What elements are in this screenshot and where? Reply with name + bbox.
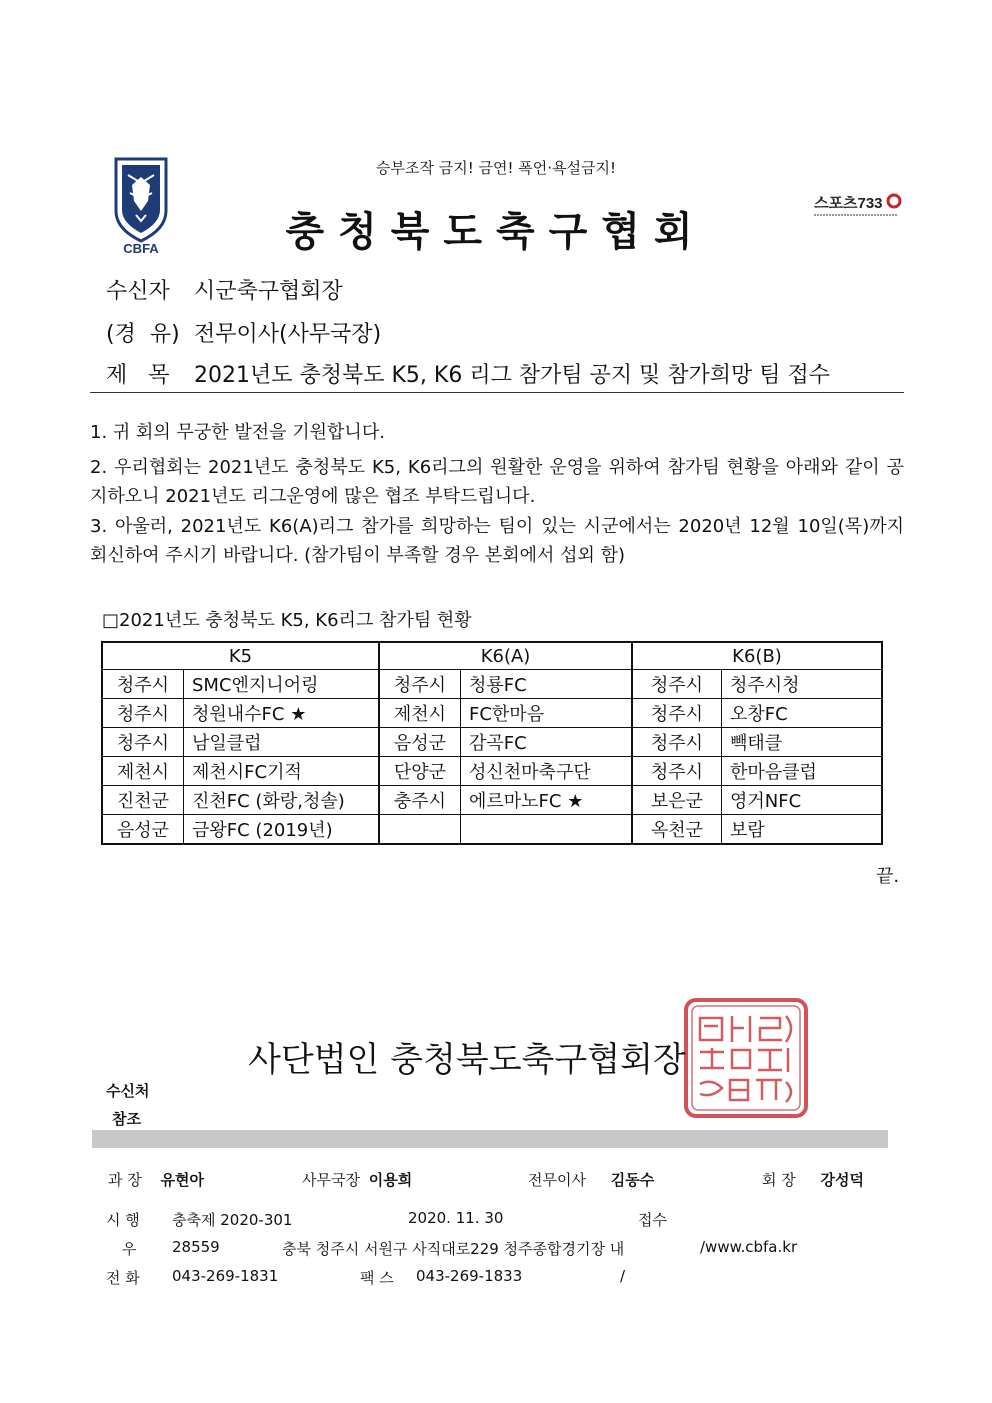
table-cell: 음성군 — [102, 815, 184, 845]
table-cell: 청주시 — [632, 670, 722, 699]
website-link[interactable]: /www.cbfa.kr — [700, 1238, 798, 1256]
table-cell: 남일클럽 — [184, 728, 380, 757]
table-caption: □2021년도 충청북도 K5, K6리그 참가팀 현황 — [102, 610, 472, 631]
table-cell: 오창FC — [722, 699, 883, 728]
seal-stamp-icon — [682, 996, 810, 1120]
team-table — [101, 641, 883, 845]
table-cell: 진천FC (화랑,청솔) — [184, 786, 380, 815]
approval-4 — [762, 1169, 864, 1190]
recipient-value: 시군축구협회장 — [194, 279, 343, 304]
table-cell: 단양군 — [379, 757, 461, 786]
approval-name: 김동수 — [610, 1171, 655, 1189]
via-label: (경 유) — [106, 322, 180, 347]
org-title: 충청북도축구협회 — [285, 209, 707, 255]
via-value: 전무이사(사무국장) — [194, 322, 382, 347]
approval-2 — [302, 1169, 412, 1190]
table-cell: 제천시 — [379, 699, 461, 728]
table-cell: 빽태클 — [722, 728, 883, 757]
via-line — [106, 317, 381, 348]
table-cell: 금왕FC (2019년) — [184, 815, 380, 845]
approval-role: 회 장 — [762, 1171, 796, 1189]
footer-bar — [92, 1130, 888, 1148]
recipient-line — [106, 274, 343, 305]
official-seal — [682, 996, 810, 1120]
sponsor-logo — [812, 190, 902, 222]
table-cell: 영거NFC — [722, 786, 883, 815]
table-cell: 제천시 — [102, 757, 184, 786]
subject-line — [106, 358, 830, 389]
table-cell: 보람 — [722, 815, 883, 845]
end-mark: 끝. — [876, 866, 900, 887]
fax-number: 043-269-1833 — [416, 1267, 523, 1285]
table-cell: 청주시 — [632, 757, 722, 786]
table-cell: 한마음클럽 — [722, 757, 883, 786]
doc-number: 충축제 2020-301 — [172, 1211, 293, 1229]
header-k5: K5 — [102, 642, 379, 670]
phone-label: 전 화 — [106, 1269, 140, 1287]
approval-3 — [528, 1169, 654, 1190]
table-cell: 보은군 — [632, 786, 722, 815]
logo-text: CBFA — [123, 241, 159, 255]
header-divider — [90, 392, 904, 393]
table-cell: 청주시 — [379, 670, 461, 699]
table-cell: 청룡FC — [461, 670, 633, 699]
table-cell: 충주시 — [379, 786, 461, 815]
table-cell: 청주시청 — [722, 670, 883, 699]
header-k6b: K6(B) — [632, 642, 882, 670]
header-k6a: K6(A) — [379, 642, 632, 670]
table-cell: 음성군 — [379, 728, 461, 757]
doc-date: 2020. 11. 30 — [408, 1209, 504, 1227]
slogan: 승부조작 금지! 금연! 폭언·욕설금지! — [376, 159, 616, 177]
table-cell — [461, 815, 633, 845]
address: 충북 청주시 서원구 사직대로229 청주종합경기장 내 — [282, 1240, 625, 1258]
paragraph-2: 2. 우리협회는 2021년도 충청북도 K5, K6리그의 원활한 운영을 위하여 참가팀 현황을 아래와 같이 공지하오니 2021년도 리그운영에 많은 협조 부탁드립니다. — [90, 457, 904, 507]
receipt-label: 접수 — [638, 1211, 667, 1229]
ball-icon — [888, 195, 900, 207]
table-cell — [379, 815, 461, 845]
reference-label: 참조 — [112, 1110, 141, 1128]
table-row — [102, 728, 882, 757]
subject-label: 제 목 — [106, 363, 170, 388]
table-header-row — [102, 642, 882, 670]
table-cell: 감곡FC — [461, 728, 633, 757]
table-cell: 청주시 — [632, 728, 722, 757]
table-cell: 진천군 — [102, 786, 184, 815]
sender-name: 사단법인 충청북도축구협회장 — [248, 1040, 686, 1080]
paragraph-3: 3. 아울러, 2021년도 K6(A)리그 참가를 희망하는 팀이 있는 시군에서는 2020년 12월 10일(목)까지 회신하여 주시기 바랍니다. (참가팀이 부족할 경우 본회에서 섭외 함) — [90, 516, 904, 566]
table-row — [102, 757, 882, 786]
subject-value: 2021년도 충청북도 K5, K6 리그 참가팀 공지 및 참가희망 팀 접수 — [194, 363, 831, 388]
table-row — [102, 670, 882, 699]
table-cell: 청주시 — [102, 670, 184, 699]
table-row — [102, 815, 882, 845]
phone-number: 043-269-1831 — [172, 1267, 279, 1285]
approval-role: 전무이사 — [528, 1171, 586, 1189]
approval-role: 과 장 — [108, 1171, 142, 1189]
fax-label: 팩 스 — [360, 1269, 394, 1287]
table-cell: 청주시 — [102, 728, 184, 757]
receiver-label: 수신처 — [106, 1082, 150, 1100]
approval-1 — [108, 1169, 204, 1190]
paragraph-1: 1. 귀 회의 무궁한 발전을 기원합니다. — [90, 422, 385, 443]
approval-name: 강성덕 — [820, 1171, 865, 1189]
table-cell: 성신천마축구단 — [461, 757, 633, 786]
email-slash: / — [620, 1267, 626, 1285]
approval-name: 유현아 — [160, 1171, 205, 1189]
table-cell: 청주시 — [632, 699, 722, 728]
table-cell: 옥천군 — [632, 815, 722, 845]
table-cell: 제천시FC기적 — [184, 757, 380, 786]
table-row — [102, 699, 882, 728]
approval-role: 사무국장 — [302, 1171, 360, 1189]
table-cell: SMC엔지니어링 — [184, 670, 380, 699]
table-row — [102, 786, 882, 815]
postcode: 28559 — [172, 1238, 220, 1256]
table-cell: 에르마노FC ★ — [461, 786, 633, 815]
approval-name: 이용희 — [368, 1171, 413, 1189]
table-cell: 청원내수FC ★ — [184, 699, 380, 728]
enforce-label: 시 행 — [106, 1211, 140, 1229]
recipient-label: 수신자 — [106, 279, 170, 304]
sponsor-logo-text: 스포츠733 — [814, 195, 883, 212]
postcode-label: 우 — [122, 1240, 137, 1258]
table-cell: 청주시 — [102, 699, 184, 728]
table-cell: FC한마음 — [461, 699, 633, 728]
